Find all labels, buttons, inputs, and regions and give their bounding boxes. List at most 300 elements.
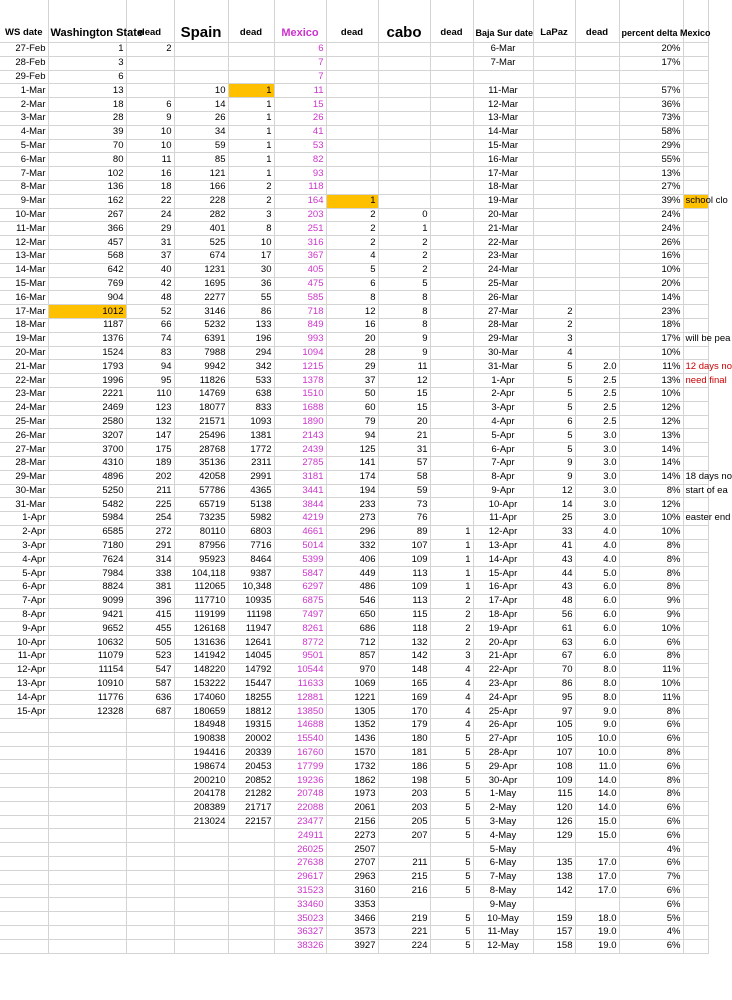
cell-date[interactable]: 11-Mar	[0, 222, 48, 236]
cell-lapaz-dead[interactable]: 6.0	[575, 650, 619, 664]
cell-washington[interactable]	[48, 760, 126, 774]
cell-lapaz-dead[interactable]	[575, 305, 619, 319]
cell-date[interactable]: 24-Mar	[0, 401, 48, 415]
cell-spain-dead[interactable]: 533	[228, 374, 274, 388]
cell-pct[interactable]: 6%	[619, 939, 683, 953]
cell-mexico[interactable]: 1688	[274, 401, 326, 415]
cell-lapaz-dead[interactable]: 9.0	[575, 719, 619, 733]
cell-cabo-dead[interactable]	[430, 498, 473, 512]
cell-cabo-dead[interactable]: 2	[430, 636, 473, 650]
cell-baja-date[interactable]: 3-Apr	[473, 401, 533, 415]
cell-spain[interactable]: 121	[174, 167, 228, 181]
cell-baja-date[interactable]: 1-Apr	[473, 374, 533, 388]
cell-baja-date[interactable]: 24-Apr	[473, 691, 533, 705]
cell-washington[interactable]: 642	[48, 263, 126, 277]
cell-lapaz[interactable]	[533, 277, 575, 291]
cell-note[interactable]	[683, 567, 708, 581]
cell-spain[interactable]	[174, 926, 228, 940]
cell-cabo[interactable]: 8	[378, 305, 430, 319]
cell-spain-dead[interactable]: 8	[228, 222, 274, 236]
cell-mexico[interactable]: 16760	[274, 746, 326, 760]
cell-spain[interactable]: 10	[174, 84, 228, 98]
cell-date[interactable]: 3-Mar	[0, 111, 48, 125]
cell-wa-dead[interactable]	[126, 70, 174, 84]
cell-lapaz[interactable]: 105	[533, 732, 575, 746]
cell-lapaz[interactable]: 5	[533, 387, 575, 401]
cell-date[interactable]	[0, 732, 48, 746]
cell-mexico[interactable]: 367	[274, 249, 326, 263]
cell-pct[interactable]: 10%	[619, 525, 683, 539]
cell-spain-dead[interactable]	[228, 857, 274, 871]
cell-wa-dead[interactable]: 396	[126, 594, 174, 608]
cell-spain[interactable]: 6391	[174, 332, 228, 346]
cell-mexico-dead[interactable]: 1069	[326, 677, 378, 691]
cell-wa-dead[interactable]	[126, 732, 174, 746]
cell-note[interactable]	[683, 139, 708, 153]
cell-lapaz-dead[interactable]: 14.0	[575, 801, 619, 815]
cell-note[interactable]	[683, 236, 708, 250]
cell-mexico[interactable]: 53	[274, 139, 326, 153]
cell-washington[interactable]: 6585	[48, 525, 126, 539]
cell-cabo-dead[interactable]: 5	[430, 815, 473, 829]
cell-pct[interactable]: 8%	[619, 650, 683, 664]
cell-mexico-dead[interactable]	[326, 125, 378, 139]
cell-lapaz-dead[interactable]: 4.0	[575, 553, 619, 567]
cell-spain[interactable]	[174, 912, 228, 926]
cell-spain-dead[interactable]: 86	[228, 305, 274, 319]
cell-mexico-dead[interactable]: 1352	[326, 719, 378, 733]
cell-wa-dead[interactable]	[126, 56, 174, 70]
cell-lapaz[interactable]	[533, 111, 575, 125]
cell-date[interactable]	[0, 746, 48, 760]
cell-cabo-dead[interactable]	[430, 512, 473, 526]
cell-date[interactable]: 18-Mar	[0, 318, 48, 332]
cell-spain[interactable]: 131636	[174, 636, 228, 650]
cell-pct[interactable]: 6%	[619, 898, 683, 912]
cell-mexico-dead[interactable]: 174	[326, 470, 378, 484]
cell-spain-dead[interactable]	[228, 898, 274, 912]
cell-washington[interactable]: 9652	[48, 622, 126, 636]
cell-mexico-dead[interactable]: 712	[326, 636, 378, 650]
cell-mexico[interactable]: 5399	[274, 553, 326, 567]
cell-pct[interactable]: 9%	[619, 608, 683, 622]
cell-baja-date[interactable]: 17-Apr	[473, 594, 533, 608]
cell-washington[interactable]: 4896	[48, 470, 126, 484]
cell-spain[interactable]: 148220	[174, 663, 228, 677]
cell-wa-dead[interactable]: 636	[126, 691, 174, 705]
cell-baja-date[interactable]: 18-Mar	[473, 180, 533, 194]
cell-cabo[interactable]: 109	[378, 553, 430, 567]
cell-pct[interactable]: 10%	[619, 622, 683, 636]
cell-cabo-dead[interactable]: 5	[430, 746, 473, 760]
cell-cabo-dead[interactable]	[430, 98, 473, 112]
cell-lapaz[interactable]: 115	[533, 788, 575, 802]
cell-note[interactable]	[683, 829, 708, 843]
cell-spain[interactable]: 117710	[174, 594, 228, 608]
cell-spain-dead[interactable]: 3	[228, 208, 274, 222]
cell-cabo-dead[interactable]: 2	[430, 608, 473, 622]
cell-spain-dead[interactable]: 11947	[228, 622, 274, 636]
cell-washington[interactable]: 162	[48, 194, 126, 208]
cell-lapaz-dead[interactable]	[575, 180, 619, 194]
cell-lapaz-dead[interactable]	[575, 70, 619, 84]
cell-note[interactable]	[683, 926, 708, 940]
cell-baja-date[interactable]: 15-Mar	[473, 139, 533, 153]
cell-cabo-dead[interactable]	[430, 125, 473, 139]
cell-cabo[interactable]: 170	[378, 705, 430, 719]
cell-mexico[interactable]: 9501	[274, 650, 326, 664]
cell-washington[interactable]: 1012	[48, 305, 126, 319]
cell-mexico[interactable]: 118	[274, 180, 326, 194]
cell-cabo-dead[interactable]	[430, 318, 473, 332]
cell-lapaz[interactable]: 4	[533, 346, 575, 360]
cell-lapaz-dead[interactable]: 15.0	[575, 815, 619, 829]
cell-note[interactable]	[683, 291, 708, 305]
cell-washington[interactable]	[48, 746, 126, 760]
cell-mexico[interactable]: 5847	[274, 567, 326, 581]
cell-spain[interactable]: 198674	[174, 760, 228, 774]
cell-note[interactable]	[683, 691, 708, 705]
cell-wa-dead[interactable]: 132	[126, 415, 174, 429]
cell-mexico-dead[interactable]	[326, 43, 378, 57]
cell-spain[interactable]: 57786	[174, 484, 228, 498]
cell-pct[interactable]: 8%	[619, 539, 683, 553]
cell-washington[interactable]: 2221	[48, 387, 126, 401]
cell-spain-dead[interactable]: 8464	[228, 553, 274, 567]
cell-lapaz[interactable]	[533, 898, 575, 912]
cell-lapaz-dead[interactable]	[575, 291, 619, 305]
cell-wa-dead[interactable]: 16	[126, 167, 174, 181]
cell-note[interactable]	[683, 415, 708, 429]
cell-baja-date[interactable]: 28-Apr	[473, 746, 533, 760]
cell-lapaz[interactable]: 135	[533, 857, 575, 871]
cell-lapaz[interactable]	[533, 843, 575, 857]
cell-lapaz[interactable]: 5	[533, 374, 575, 388]
cell-cabo-dead[interactable]	[430, 346, 473, 360]
cell-note[interactable]	[683, 581, 708, 595]
cell-mexico-dead[interactable]	[326, 111, 378, 125]
cell-spain[interactable]: 525	[174, 236, 228, 250]
header-baja[interactable]: Baja Sur date	[473, 0, 533, 43]
cell-mexico-dead[interactable]: 60	[326, 401, 378, 415]
cell-date[interactable]: 13-Apr	[0, 677, 48, 691]
cell-washington[interactable]: 457	[48, 236, 126, 250]
cell-cabo[interactable]	[378, 84, 430, 98]
cell-washington[interactable]: 11079	[48, 650, 126, 664]
cell-mexico[interactable]: 6875	[274, 594, 326, 608]
cell-washington[interactable]: 1524	[48, 346, 126, 360]
cell-mexico-dead[interactable]: 970	[326, 663, 378, 677]
cell-cabo-dead[interactable]	[430, 139, 473, 153]
cell-spain-dead[interactable]: 20852	[228, 774, 274, 788]
cell-cabo-dead[interactable]	[430, 470, 473, 484]
cell-cabo[interactable]	[378, 56, 430, 70]
cell-date[interactable]	[0, 829, 48, 843]
cell-cabo-dead[interactable]: 5	[430, 857, 473, 871]
cell-cabo[interactable]: 76	[378, 512, 430, 526]
cell-wa-dead[interactable]: 547	[126, 663, 174, 677]
cell-spain[interactable]: 119199	[174, 608, 228, 622]
cell-note[interactable]	[683, 443, 708, 457]
cell-lapaz[interactable]: 2	[533, 305, 575, 319]
cell-date[interactable]: 27-Feb	[0, 43, 48, 57]
cell-baja-date[interactable]: 21-Mar	[473, 222, 533, 236]
cell-lapaz-dead[interactable]	[575, 277, 619, 291]
cell-date[interactable]: 13-Mar	[0, 249, 48, 263]
cell-spain-dead[interactable]: 638	[228, 387, 274, 401]
cell-date[interactable]: 16-Mar	[0, 291, 48, 305]
cell-note[interactable]	[683, 153, 708, 167]
cell-date[interactable]	[0, 719, 48, 733]
cell-note[interactable]	[683, 401, 708, 415]
cell-date[interactable]: 28-Feb	[0, 56, 48, 70]
cell-washington[interactable]: 1996	[48, 374, 126, 388]
cell-spain-dead[interactable]: 19315	[228, 719, 274, 733]
cell-mexico-dead[interactable]: 12	[326, 305, 378, 319]
cell-pct[interactable]: 6%	[619, 801, 683, 815]
cell-cabo-dead[interactable]	[430, 111, 473, 125]
cell-lapaz[interactable]	[533, 167, 575, 181]
cell-date[interactable]: 7-Apr	[0, 594, 48, 608]
cell-lapaz[interactable]	[533, 291, 575, 305]
cell-pct[interactable]: 11%	[619, 360, 683, 374]
cell-spain[interactable]: 213024	[174, 815, 228, 829]
cell-pct[interactable]: 9%	[619, 594, 683, 608]
cell-spain-dead[interactable]: 7716	[228, 539, 274, 553]
cell-baja-date[interactable]: 30-Mar	[473, 346, 533, 360]
cell-pct[interactable]: 6%	[619, 829, 683, 843]
cell-wa-dead[interactable]	[126, 84, 174, 98]
cell-lapaz[interactable]: 120	[533, 801, 575, 815]
cell-washington[interactable]: 102	[48, 167, 126, 181]
cell-date[interactable]: 26-Mar	[0, 429, 48, 443]
cell-lapaz-dead[interactable]	[575, 153, 619, 167]
cell-mexico[interactable]: 11	[274, 84, 326, 98]
cell-mexico[interactable]: 6297	[274, 581, 326, 595]
cell-lapaz-dead[interactable]	[575, 125, 619, 139]
cell-cabo-dead[interactable]	[430, 429, 473, 443]
cell-date[interactable]: 2-Mar	[0, 98, 48, 112]
cell-lapaz-dead[interactable]: 6.0	[575, 594, 619, 608]
cell-washington[interactable]: 11776	[48, 691, 126, 705]
cell-date[interactable]: 20-Mar	[0, 346, 48, 360]
cell-note[interactable]	[683, 84, 708, 98]
cell-pct[interactable]: 12%	[619, 415, 683, 429]
cell-date[interactable]: 21-Mar	[0, 360, 48, 374]
cell-mexico[interactable]: 10544	[274, 663, 326, 677]
cell-baja-date[interactable]: 13-Mar	[473, 111, 533, 125]
cell-baja-date[interactable]: 23-Apr	[473, 677, 533, 691]
cell-wa-dead[interactable]: 381	[126, 581, 174, 595]
cell-note[interactable]	[683, 70, 708, 84]
cell-washington[interactable]	[48, 898, 126, 912]
cell-baja-date[interactable]: 16-Mar	[473, 153, 533, 167]
cell-note[interactable]	[683, 249, 708, 263]
cell-baja-date[interactable]: 12-Apr	[473, 525, 533, 539]
cell-cabo[interactable]: 8	[378, 318, 430, 332]
cell-spain[interactable]: 1695	[174, 277, 228, 291]
cell-lapaz[interactable]: 25	[533, 512, 575, 526]
cell-spain-dead[interactable]: 5138	[228, 498, 274, 512]
cell-cabo-dead[interactable]: 5	[430, 829, 473, 843]
cell-mexico-dead[interactable]: 2	[326, 236, 378, 250]
cell-wa-dead[interactable]: 211	[126, 484, 174, 498]
cell-cabo-dead[interactable]	[430, 360, 473, 374]
cell-spain[interactable]	[174, 70, 228, 84]
cell-lapaz-dead[interactable]	[575, 111, 619, 125]
cell-pct[interactable]: 5%	[619, 912, 683, 926]
cell-lapaz[interactable]: 6	[533, 415, 575, 429]
cell-cabo-dead[interactable]: 5	[430, 870, 473, 884]
cell-cabo-dead[interactable]	[430, 898, 473, 912]
cell-cabo[interactable]: 11	[378, 360, 430, 374]
cell-date[interactable]: 14-Mar	[0, 263, 48, 277]
cell-spain[interactable]: 1231	[174, 263, 228, 277]
cell-washington[interactable]: 3700	[48, 443, 126, 457]
cell-pct[interactable]: 58%	[619, 125, 683, 139]
cell-spain-dead[interactable]: 294	[228, 346, 274, 360]
cell-mexico-dead[interactable]: 94	[326, 429, 378, 443]
cell-lapaz-dead[interactable]: 17.0	[575, 884, 619, 898]
cell-baja-date[interactable]: 6-Mar	[473, 43, 533, 57]
cell-mexico-dead[interactable]: 28	[326, 346, 378, 360]
cell-spain-dead[interactable]	[228, 43, 274, 57]
cell-lapaz[interactable]: 5	[533, 429, 575, 443]
cell-cabo-dead[interactable]	[430, 387, 473, 401]
cell-lapaz-dead[interactable]	[575, 167, 619, 181]
cell-lapaz-dead[interactable]: 4.0	[575, 539, 619, 553]
cell-spain-dead[interactable]: 1381	[228, 429, 274, 443]
header-spain-dead[interactable]: dead	[228, 0, 274, 43]
cell-washington[interactable]	[48, 801, 126, 815]
cell-date[interactable]	[0, 912, 48, 926]
cell-cabo[interactable]: 115	[378, 608, 430, 622]
cell-date[interactable]	[0, 926, 48, 940]
cell-date[interactable]: 31-Mar	[0, 498, 48, 512]
cell-washington[interactable]: 267	[48, 208, 126, 222]
cell-note[interactable]: 18 days no	[683, 470, 708, 484]
cell-note[interactable]	[683, 636, 708, 650]
cell-washington[interactable]: 13	[48, 84, 126, 98]
cell-baja-date[interactable]: 26-Apr	[473, 719, 533, 733]
cell-mexico-dead[interactable]: 233	[326, 498, 378, 512]
cell-washington[interactable]: 7984	[48, 567, 126, 581]
cell-date[interactable]: 14-Apr	[0, 691, 48, 705]
cell-washington[interactable]: 1187	[48, 318, 126, 332]
cell-spain-dead[interactable]	[228, 884, 274, 898]
cell-cabo-dead[interactable]: 2	[430, 622, 473, 636]
cell-mexico[interactable]: 35023	[274, 912, 326, 926]
cell-cabo[interactable]: 169	[378, 691, 430, 705]
cell-mexico[interactable]: 316	[274, 236, 326, 250]
cell-mexico[interactable]: 38326	[274, 939, 326, 953]
cell-note[interactable]	[683, 305, 708, 319]
cell-spain[interactable]: 204178	[174, 788, 228, 802]
cell-spain-dead[interactable]: 1	[228, 125, 274, 139]
cell-date[interactable]: 6-Apr	[0, 581, 48, 595]
cell-mexico[interactable]: 405	[274, 263, 326, 277]
cell-lapaz-dead[interactable]	[575, 222, 619, 236]
cell-cabo-dead[interactable]	[430, 291, 473, 305]
cell-cabo-dead[interactable]	[430, 222, 473, 236]
cell-lapaz-dead[interactable]: 19.0	[575, 939, 619, 953]
cell-washington[interactable]: 7180	[48, 539, 126, 553]
cell-spain-dead[interactable]: 15447	[228, 677, 274, 691]
cell-cabo-dead[interactable]: 4	[430, 705, 473, 719]
cell-spain[interactable]: 95923	[174, 553, 228, 567]
cell-spain-dead[interactable]: 22157	[228, 815, 274, 829]
cell-lapaz[interactable]: 97	[533, 705, 575, 719]
cell-baja-date[interactable]: 12-Mar	[473, 98, 533, 112]
cell-wa-dead[interactable]: 338	[126, 567, 174, 581]
cell-note[interactable]	[683, 125, 708, 139]
cell-pct[interactable]: 27%	[619, 180, 683, 194]
cell-baja-date[interactable]: 7-May	[473, 870, 533, 884]
cell-lapaz[interactable]	[533, 56, 575, 70]
cell-wa-dead[interactable]: 189	[126, 456, 174, 470]
cell-washington[interactable]: 1793	[48, 360, 126, 374]
cell-lapaz-dead[interactable]	[575, 139, 619, 153]
cell-lapaz[interactable]: 126	[533, 815, 575, 829]
cell-baja-date[interactable]: 4-May	[473, 829, 533, 843]
cell-cabo[interactable]: 12	[378, 374, 430, 388]
cell-date[interactable]: 1-Mar	[0, 84, 48, 98]
cell-note[interactable]	[683, 622, 708, 636]
cell-date[interactable]: 5-Mar	[0, 139, 48, 153]
cell-washington[interactable]: 11154	[48, 663, 126, 677]
cell-pct[interactable]: 11%	[619, 663, 683, 677]
cell-cabo[interactable]	[378, 111, 430, 125]
cell-mexico[interactable]: 12881	[274, 691, 326, 705]
cell-cabo[interactable]	[378, 43, 430, 57]
cell-spain-dead[interactable]: 20339	[228, 746, 274, 760]
cell-note[interactable]: 12 days no	[683, 360, 708, 374]
cell-note[interactable]	[683, 208, 708, 222]
cell-mexico[interactable]: 2143	[274, 429, 326, 443]
cell-wa-dead[interactable]: 18	[126, 180, 174, 194]
cell-lapaz[interactable]: 107	[533, 746, 575, 760]
cell-cabo-dead[interactable]: 4	[430, 719, 473, 733]
cell-mexico-dead[interactable]: 3353	[326, 898, 378, 912]
cell-lapaz-dead[interactable]	[575, 263, 619, 277]
cell-lapaz-dead[interactable]: 15.0	[575, 829, 619, 843]
cell-wa-dead[interactable]	[126, 760, 174, 774]
cell-baja-date[interactable]: 14-Apr	[473, 553, 533, 567]
cell-lapaz-dead[interactable]: 6.0	[575, 581, 619, 595]
cell-mexico-dead[interactable]: 5	[326, 263, 378, 277]
cell-lapaz[interactable]	[533, 153, 575, 167]
cell-date[interactable]: 15-Mar	[0, 277, 48, 291]
cell-pct[interactable]: 4%	[619, 843, 683, 857]
cell-mexico[interactable]: 27638	[274, 857, 326, 871]
cell-pct[interactable]: 4%	[619, 926, 683, 940]
cell-mexico[interactable]: 11633	[274, 677, 326, 691]
cell-lapaz[interactable]: 41	[533, 539, 575, 553]
cell-lapaz[interactable]: 138	[533, 870, 575, 884]
cell-mexico-dead[interactable]: 2	[326, 208, 378, 222]
cell-spain[interactable]: 141942	[174, 650, 228, 664]
cell-baja-date[interactable]: 22-Mar	[473, 236, 533, 250]
cell-baja-date[interactable]: 4-Apr	[473, 415, 533, 429]
cell-spain-dead[interactable]: 21282	[228, 788, 274, 802]
cell-wa-dead[interactable]	[126, 857, 174, 871]
cell-mexico[interactable]: 29617	[274, 870, 326, 884]
cell-pct[interactable]: 8%	[619, 788, 683, 802]
cell-mexico[interactable]: 17799	[274, 760, 326, 774]
cell-note[interactable]	[683, 677, 708, 691]
cell-wa-dead[interactable]	[126, 774, 174, 788]
cell-pct[interactable]: 14%	[619, 456, 683, 470]
